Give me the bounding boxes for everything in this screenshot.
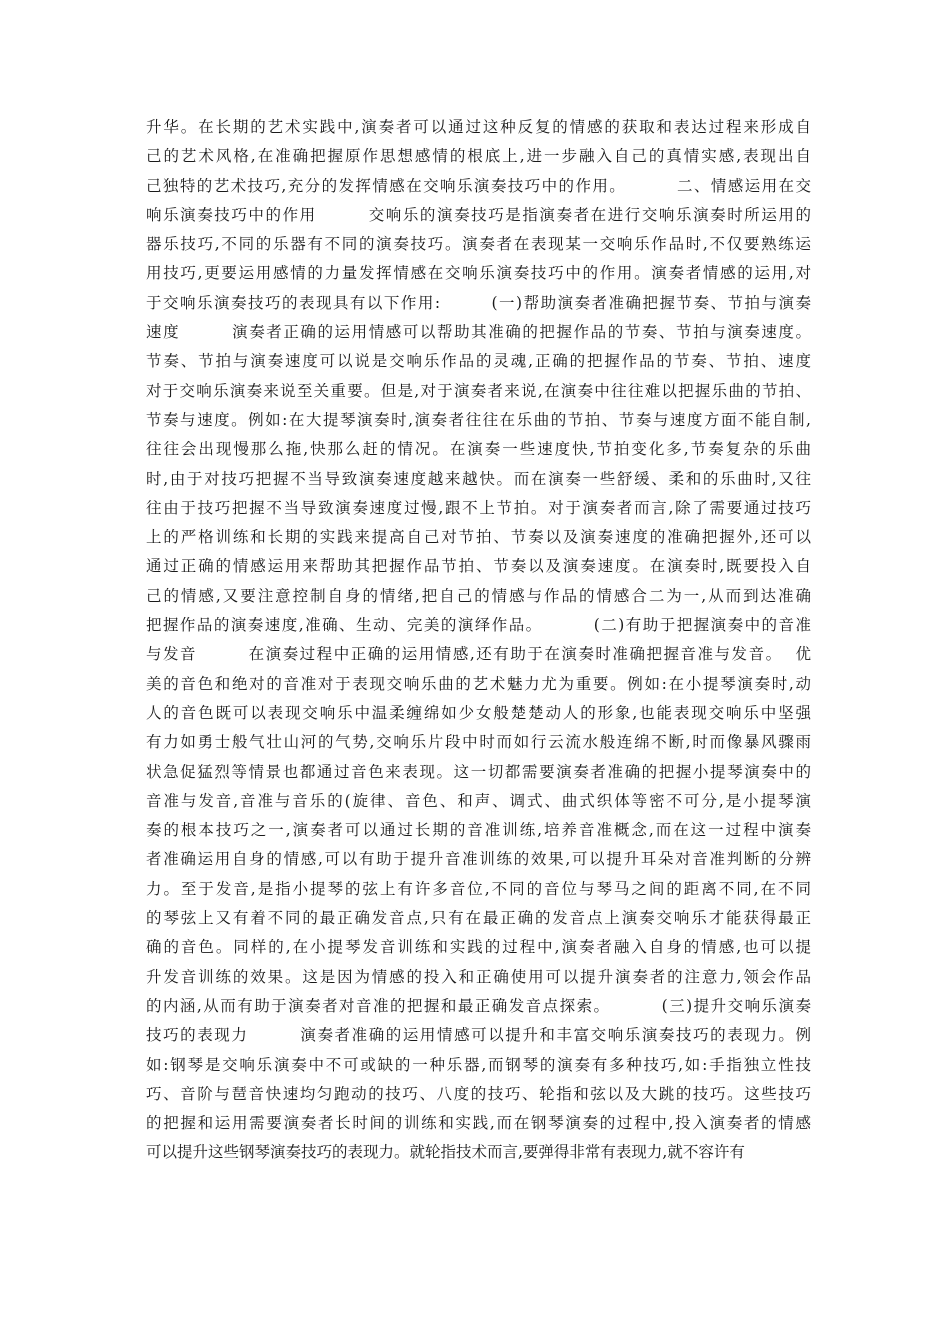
text-line: 美的音色和绝对的音准对于表现交响乐曲的艺术魅力尤为重要。例如:在小提琴演奏时,动: [146, 674, 811, 693]
text-line: 己独特的艺术技巧,充分的发挥情感在交响乐演奏技巧中的作用。 二、情感运用在交: [146, 176, 811, 195]
text-line: 者准确运用自身的情感,可以有助于提升音准训练的效果,可以提升耳朵对音准判断的分辨: [146, 850, 811, 869]
text-line: 状急促猛烈等情景也都通过音色来表现。这一切都需要演奏者准确的把握小提琴演奏中的: [146, 762, 811, 781]
text-line: 于交响乐演奏技巧的表现具有以下作用: (一)帮助演奏者准确把握节奏、节拍与演奏: [146, 293, 811, 312]
text-line: 有力如勇士般气壮山河的气势,交响乐片段中时而如行云流水般连绵不断,时而像暴风骤雨: [146, 733, 811, 752]
text-line: 人的音色既可以表现交响乐中温柔缠绵如少女般楚楚动人的形象,也能表现交响乐中坚强: [146, 703, 811, 722]
text-line: 的琴弦上又有着不同的最正确发音点,只有在最正确的发音点上演奏交响乐才能获得最正: [146, 909, 811, 928]
text-line: 速度 演奏者正确的运用情感可以帮助其准确的把握作品的节奏、节拍与演奏速度。: [146, 323, 811, 342]
text-line: 的内涵,从而有助于演奏者对音准的把握和最正确发音点探索。 (三)提升交响乐演奏: [146, 996, 811, 1015]
text-line: 力。至于发音,是指小提琴的弦上有许多音位,不同的音位与琴马之间的距离不同,在不同: [146, 879, 811, 898]
text-line: 奏的根本技巧之一,演奏者可以通过长期的音准训练,培养音准概念,而在这一过程中演奏: [146, 821, 811, 840]
text-line: 时,由于对技巧把握不当导致演奏速度越来越快。而在演奏一些舒缓、柔和的乐曲时,又往: [146, 469, 811, 488]
text-line: 节奏与速度。例如:在大提琴演奏时,演奏者往往在乐曲的节拍、节奏与速度方面不能自制,: [146, 410, 811, 429]
text-line: 升发音训练的效果。这是因为情感的投入和正确使用可以提升演奏者的注意力,领会作品: [146, 967, 811, 986]
text-line: 音准与发音,音准与音乐的(旋律、音色、和声、调式、曲式织体等密不可分,是小提琴演: [146, 791, 811, 810]
text-line: 器乐技巧,不同的乐器有不同的演奏技巧。演奏者在表现某一交响乐作品时,不仅要熟练运: [146, 235, 811, 254]
text-line: 用技巧,更要运用感情的力量发挥情感在交响乐演奏技巧中的作用。演奏者情感的运用,对: [146, 264, 811, 283]
text-line: 节奏、节拍与演奏速度可以说是交响乐作品的灵魂,正确的把握作品的节奏、节拍、速度: [146, 352, 811, 371]
text-line: 可以提升这些钢琴演奏技巧的表现力。就轮指技术而言,要弹得非常有表现力,就不容许有: [146, 1143, 745, 1162]
text-line: 往往会出现慢那么拖,快那么赶的情况。在演奏一些速度快,节拍变化多,节奏复杂的乐曲: [146, 440, 811, 459]
text-line: 通过正确的情感运用来帮助其把握作品节拍、节奏以及演奏速度。在演奏时,既要投入自: [146, 557, 811, 576]
text-line: 己的艺术风格,在准确把握原作思想感情的根底上,进一步融入自己的真情实感,表现出自: [146, 147, 811, 166]
text-line: 往由于技巧把握不当导致演奏速度过慢,跟不上节拍。对于演奏者而言,除了需要通过技巧: [146, 498, 811, 517]
text-line: 巧、音阶与琶音快速均匀跑动的技巧、八度的技巧、轮指和弦以及大跳的技巧。这些技巧: [146, 1084, 811, 1103]
text-line: 如:钢琴是交响乐演奏中不可或缺的一种乐器,而钢琴的演奏有多种技巧,如:手指独立性技: [146, 1055, 811, 1074]
text-line: 把握作品的演奏速度,准确、生动、完美的演绎作品。 (二)有助于把握演奏中的音准: [146, 616, 811, 635]
text-line: 的把握和运用需要演奏者长时间的训练和实践,而在钢琴演奏的过程中,投入演奏者的情感: [146, 1114, 811, 1133]
text-line: 响乐演奏技巧中的作用 交响乐的演奏技巧是指演奏者在进行交响乐演奏时所运用的: [146, 205, 811, 224]
text-line: 确的音色。同样的,在小提琴发音训练和实践的过程中,演奏者融入自身的情感,也可以提: [146, 938, 811, 957]
text-line: 上的严格训练和长期的实践来提高自己对节拍、节奏以及演奏速度的准确把握外,还可以: [146, 528, 811, 547]
text-line: 与发音 在演奏过程中正确的运用情感,还有助于在演奏时准确把握音准与发音。 优: [146, 645, 811, 664]
text-line: 技巧的表现力 演奏者准确的运用情感可以提升和丰富交响乐演奏技巧的表现力。例: [146, 1026, 811, 1045]
text-line: 己的情感,又要注意控制自身的情绪,把自己的情感与作品的情感合二为一,从而到达准确: [146, 586, 811, 605]
text-line: 升华。在长期的艺术实践中,演奏者可以通过这种反复的情感的获取和表达过程来形成自: [146, 118, 811, 136]
text-line: 对于交响乐演奏来说至关重要。但是,对于演奏者来说,在演奏中往往难以把握乐曲的节拍、: [146, 381, 811, 400]
body-text: [146, 113, 811, 1168]
